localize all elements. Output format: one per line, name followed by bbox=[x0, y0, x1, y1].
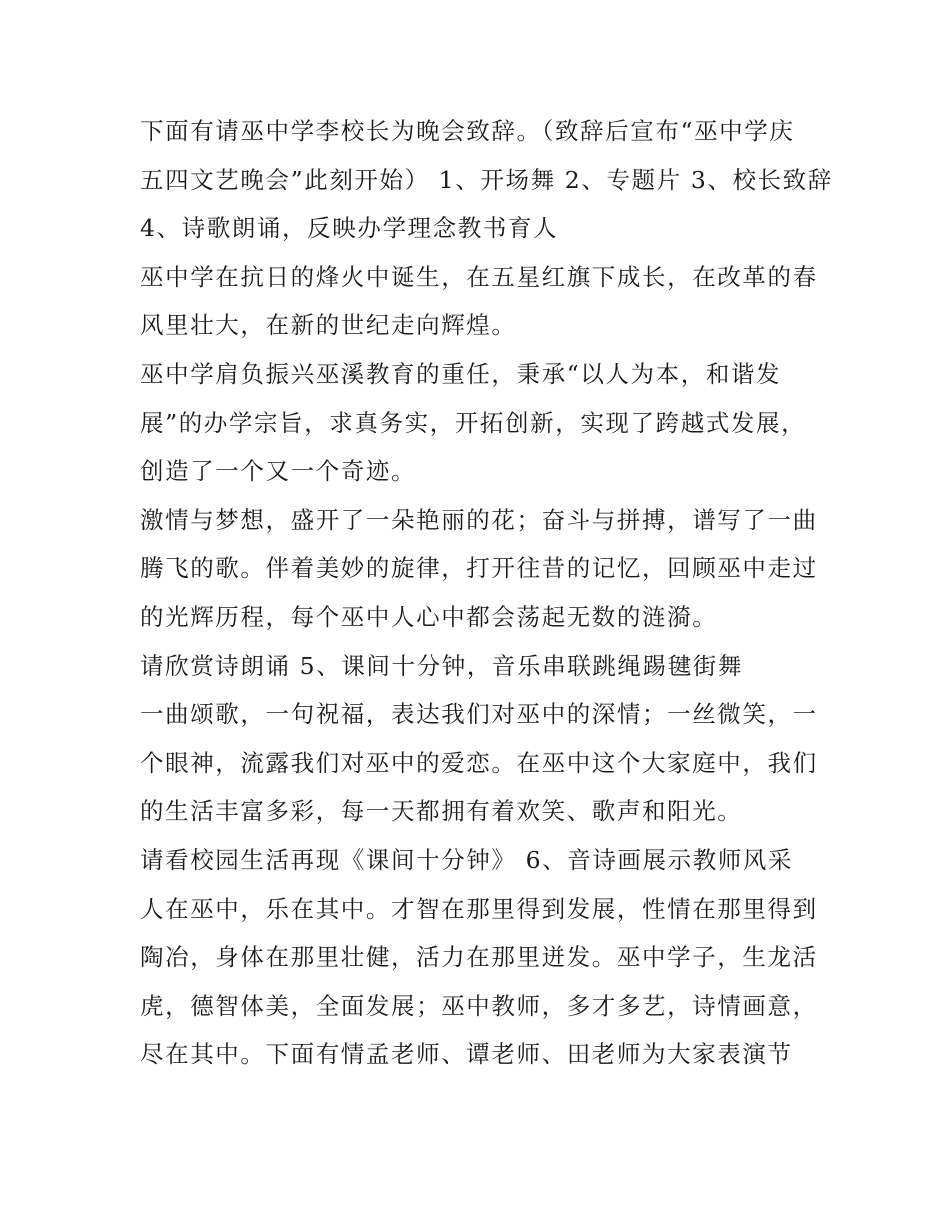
text-line: 陶冶，身体在那里壮健，活力在那里迸发。巫中学子，生龙活 bbox=[140, 943, 818, 972]
text-line: 尽在其中。下面有情孟老师、谭老师、田老师为大家表演节 bbox=[140, 1040, 793, 1069]
text-line: 请看校园生活再现《课间十分钟》 6、音诗画展示教师风采 bbox=[140, 845, 794, 874]
text-line: 腾飞的歌。伴着美妙的旋律，打开往昔的记忆，回顾巫中走过 bbox=[140, 554, 818, 583]
text-line: 创造了一个又一个奇迹。 bbox=[140, 457, 417, 486]
text-line: 人在巫中，乐在其中。才智在那里得到发展，性情在那里得到 bbox=[140, 894, 818, 923]
text-line: 个眼神，流露我们对巫中的爱恋。在巫中这个大家庭中，我们 bbox=[140, 748, 818, 777]
document-body bbox=[140, 107, 833, 1079]
text-line: 五四文艺晚会”此刻开始） 1、开场舞 2、专题片 3、校长致辞 bbox=[140, 165, 833, 194]
text-line: 的生活丰富多彩，每一天都拥有着欢笑、歌声和阳光。 bbox=[140, 797, 743, 826]
text-line: 风里壮大，在新的世纪走向辉煌。 bbox=[140, 311, 517, 340]
text-line: 虎，德智体美，全面发展；巫中教师，多才多艺，诗情画意， bbox=[140, 991, 818, 1020]
text-line: 巫中学在抗日的烽火中诞生，在五星红旗下成长，在改革的春 bbox=[140, 262, 818, 291]
text-line: 一曲颂歌，一句祝福，表达我们对巫中的深情；一丝微笑，一 bbox=[140, 700, 818, 729]
text-line: 展”的办学宗旨，求真务实，开拓创新，实现了跨越式发展， bbox=[140, 408, 807, 437]
text-line: 请欣赏诗朗诵 5、课间十分钟，音乐串联跳绳踢毽街舞 bbox=[140, 651, 743, 680]
text-line: 的光辉历程，每个巫中人心中都会荡起无数的涟漪。 bbox=[140, 602, 718, 631]
text-line: 4、诗歌朗诵，反映办学理念教书育人 bbox=[140, 214, 559, 243]
text-line: 巫中学肩负振兴巫溪教育的重任，秉承“以人为本，和谐发 bbox=[140, 359, 782, 388]
text-line: 激情与梦想，盛开了一朵艳丽的花；奋斗与拼搏，谱写了一曲 bbox=[140, 505, 818, 534]
text-line: 下面有请巫中学李校长为晚会致辞。（致辞后宣布“巫中学庆 bbox=[140, 117, 795, 145]
